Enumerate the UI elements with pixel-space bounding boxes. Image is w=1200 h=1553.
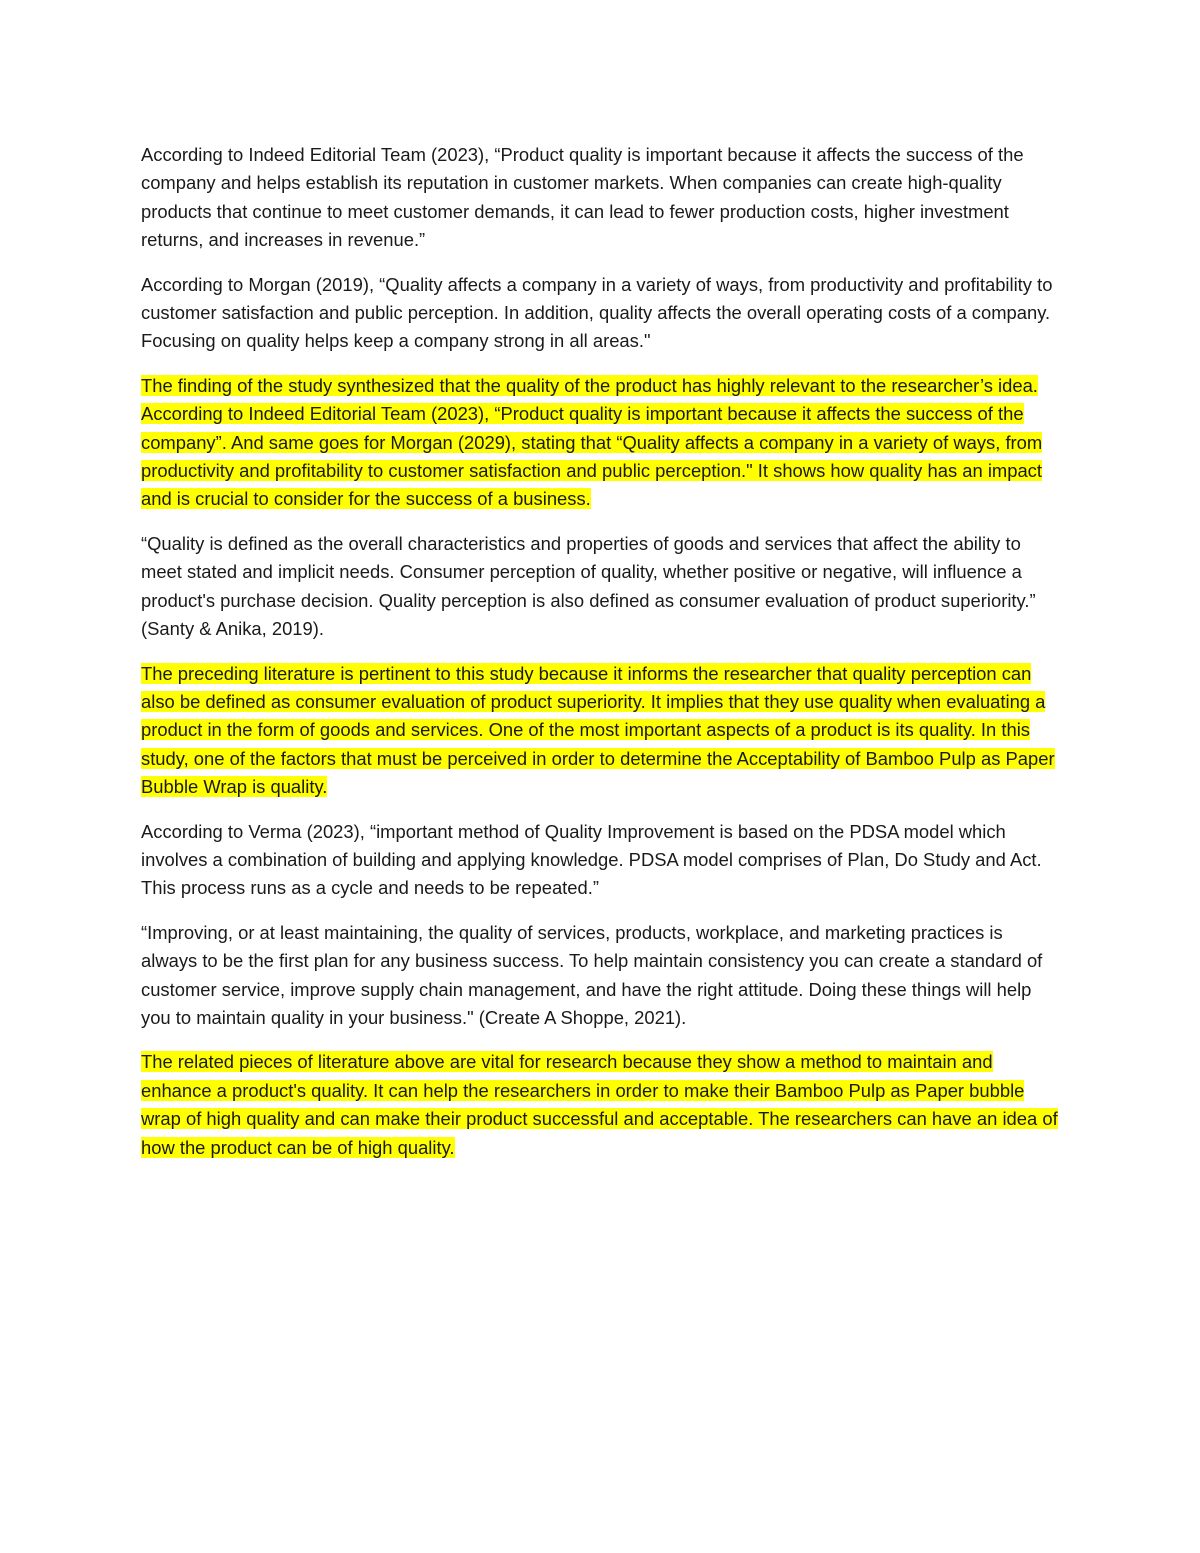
paragraph-synthesis-1 (141, 372, 1061, 514)
paragraph-text: “Quality is defined as the overall characteristics and properties of goods and services that affect the ability to meet stated and implicit needs. Consumer perception of quality, whether positive or negative, will influence a product's purchase decision. Quality perception is also defined as consumer evaluation of product superiority.” (Santy & Anika, 2019). (141, 532, 1036, 640)
paragraph-text: “Improving, or at least maintaining, the quality of services, products, workplace, and marketing practices is always to be the first plan for any business success. To help maintain consistency you can create a standard of customer service, improve supply chain management, and have the right attitude. Doing these things will help you to maintain quality in your business." (Create A Shoppe, 2021). (141, 921, 1043, 1028)
paragraph-text: According to Verma (2023), “important method of Quality Improvement is based on the PDSA model which involves a combination of building and applying knowledge. PDSA model comprises of Plan, Do Study and Act. This process runs as a cycle and needs to be repeated.” (141, 820, 1042, 899)
highlighted-paragraph-text: The preceding literature is pertinent to this study because it informs the researcher that quality perception can also be defined as consumer evaluation of product superiority. It implies that they use quality when evaluating a product in the form of goods and services. One of the most important aspects of a product is its quality. In this study, one of the factors that must be perceived in order to determine the Acceptability of Bamboo Pulp as Paper Bubble Wrap is quality. (141, 662, 1055, 798)
paragraph-indeed-quote (141, 141, 1061, 255)
highlighted-paragraph-text: The finding of the study synthesized that the quality of the product has highly relevant to the researcher’s idea. According to Indeed Editorial Team (2023), “Product quality is important because it affects the success of the company”. And same goes for Morgan (2029), stating that “Quality affects a company in a variety of ways, from productivity and profitability to customer satisfaction and public perception." It shows how quality has an impact and is crucial to consider for the success of a business. (141, 374, 1043, 510)
paragraph-synthesis-3 (141, 1048, 1061, 1162)
paragraph-morgan-quote (141, 271, 1061, 356)
highlighted-paragraph-text: The related pieces of literature above are vital for research because they show a method to maintain and enhance a product's quality. It can help the researchers in order to make their Bamboo Pulp as Paper bubble wrap of high quality and can make their product successful and acceptable. The researchers can have an idea of how the product can be of high quality. (141, 1051, 1058, 1158)
paragraph-text: According to Indeed Editorial Team (2023), “Product quality is important because it affects the success of the company and helps establish its reputation in customer markets. When companies can create high-quality products that continue to meet customer demands, it can lead to fewer production costs, higher investment returns, and increases in revenue.” (141, 144, 1024, 251)
paragraph-create-a-shoppe-quote (141, 919, 1061, 1033)
paragraph-text: According to Morgan (2019), “Quality affects a company in a variety of ways, from productivity and profitability to customer satisfaction and public perception. In addition, quality affects the overall operating costs of a company. Focusing on quality helps keep a company strong in all areas." (141, 273, 1053, 352)
paragraph-santy-quote (141, 530, 1061, 644)
paragraph-synthesis-2 (141, 660, 1061, 802)
paragraph-verma-quote (141, 818, 1061, 903)
document-body (141, 141, 1061, 1178)
